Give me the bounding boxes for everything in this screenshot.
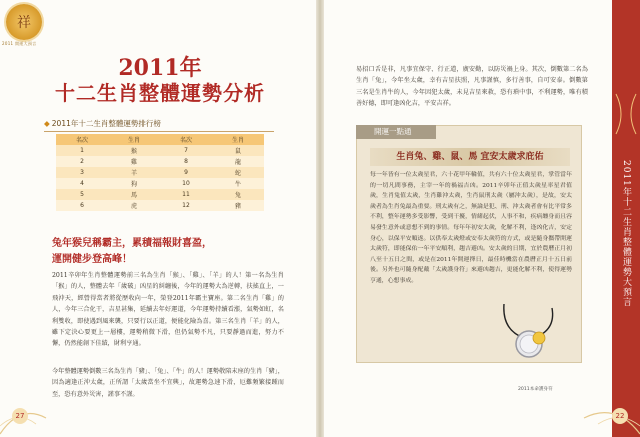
table-cell: 猴 [108,145,160,156]
table-cell: 6 [56,200,108,211]
table-cell: 龍 [212,156,264,167]
table-cell: 1 [56,145,108,156]
table-cell: 2 [56,156,108,167]
title-main: 十二生肖整體運勢分析 [55,81,265,105]
col-zodiac-1: 生肖 [108,134,160,145]
table-row [56,178,264,189]
ranking-divider [44,131,274,132]
tip-box-label: 開運一點通 [356,125,436,139]
amulet-caption: 2011本命護身符 [518,387,553,392]
table-row [56,189,264,200]
page-title [40,56,280,106]
ranking-header [44,118,161,129]
table-cell: 狗 [108,178,160,189]
table-cell: 豬 [212,200,264,211]
subheading-line-1: 兔年猴兒稱霸主，累積福報財喜盈， [52,238,212,249]
logo-caption: 2011 開運大預言 [2,41,37,46]
table-cell: 11 [160,189,212,200]
swirl-ornament-icon [0,384,60,437]
right-top-paragraph: 易招口舌是非，凡事宜保守、行正道，廣安勤，以防災禍上身。其次，倒數第二名為生肖「兔」，今年坐太歲，幸有吉星扶照，凡事謹慎，多行善事，自可安泰。倒數第三名是生肖牛的人，今年因犯太歲，未見吉星來救，恐有瑣中事，不利運勢，唯有積善好德，即可逢凶化吉，平安吉祥。 [356,66,588,108]
book-gutter [316,0,324,437]
tip-box-title: 生肖兔、雞、鼠、馬 宜安太歲求庇佑 [396,152,544,162]
table-cell: 5 [56,189,108,200]
table-cell: 4 [56,178,108,189]
ornament-icon [612,84,640,144]
logo-glyph: 祥 [17,15,31,31]
table-cell: 12 [160,200,212,211]
section-subheading [52,236,282,268]
subheading-line-2: 運開健步登高峰！ [52,254,132,265]
table-row [56,156,264,167]
table-cell: 虎 [108,200,160,211]
table-cell: 9 [160,167,212,178]
table-row [56,200,264,211]
table-cell: 羊 [108,167,160,178]
col-rank-1: 名次 [56,134,108,145]
table-row [56,145,264,156]
table-cell: 雞 [108,156,160,167]
page-number-left: 27 [12,408,28,424]
table-cell: 蛇 [212,167,264,178]
side-tab-text: 2011年十二生肖整體運勢大預言 [621,160,631,307]
tip-box-text: 每一年皆有一位太歲星君，六十花甲年輪值，共有六十位太歲星君，掌管當年的一切凡間事務，主宰一年的禍福吉凶。2011辛卯年正值太歲星率星君值歲，生肖兔值太歲，生肖雞沖太歲，生肖鼠刑太歲（屬沖太歲），是故，安太歲者為生肖兔最為重要。刑太歲有之，無論是犯、刑、沖太歲者會有比平常多不利，整年運勢多受影響，受到干擾，情緒起伏，人事不和，疾病纏身而且容易發生意外或意想不到的事情。每年年初安太歲，化解不利，逢凶化吉，安定身心，以保平安順遂。以供奉太歲燈或安奉太歲符的方式，或是隨身攜帶開運太歲符，即能保佑一年平安順利，趨吉避凶。安太歲的日期，宜於農曆正月初八至十五日之間，或是在2011年開運擇日，最佳時機當在農曆正月十五日前後。另外也可隨身配戴「太歲護身符」來避凶趨吉，更能化解不利，使得運勢亨通，心想事成。 [370,172,572,284]
col-zodiac-2: 生肖 [212,134,264,145]
ranking-table-header [56,134,264,145]
swirl-ornament-icon [560,384,640,437]
col-rank-2: 名次 [160,134,212,145]
table-cell: 8 [160,156,212,167]
table-cell: 兔 [212,189,264,200]
table-cell: 7 [160,145,212,156]
logo-emblem [6,4,42,40]
body-paragraph-1: 2011辛卯年生肖整體運勢前三名為生肖「猴」、「雞」、「羊」的人！第一名為生肖「猴」的人，整體去年「歲破」凶星的糾纏後，今年的運勢大為逆轉，扶搖直上，一飛沖天，經營得當者將從歷收向一年，榮登2011年霸主寶座。第二名生肖「雞」的人，今年三合化干，吉星甚集，延續去年好運道，今年運勢持續看漲，氣勢如虹，名利雙收，即使遇到風來襲，只要行以正道，便能化險為喜。第三名生肖「羊」的人，雖下定決心要更上一層樓，運勢稍微下滑，但仍氣勢不凡，只要靜過而進，努力不懈，仍然能創下佳績，財利亨通。 [52,272,284,348]
table-cell: 鼠 [212,145,264,156]
table-cell: 10 [160,178,212,189]
table-cell: 3 [56,167,108,178]
table-row [56,167,264,178]
ranking-table [56,134,264,211]
amulet-pendant-icon [498,300,558,360]
title-year: 2011年 [118,55,202,81]
table-cell: 牛 [212,178,264,189]
ranking-header-text: 2011年十二生肖整體運勢排行榜 [51,119,161,128]
table-cell: 馬 [108,189,160,200]
body-paragraph-2: 今年整體運勢倒數三名為生肖「豬」、「兔」、「牛」的人！運勢敬陪末座的生肖「豬」，因為適逢正沖太歲，正所謂「太歲當坐不宜興」，故運勢急速下滑，厄難頻繁接踵而至，恐有意外災害，謹事不謹。 [52,368,284,398]
page-number-right: 22 [612,408,628,424]
diamond-bullet-icon: ◆ [44,119,50,128]
